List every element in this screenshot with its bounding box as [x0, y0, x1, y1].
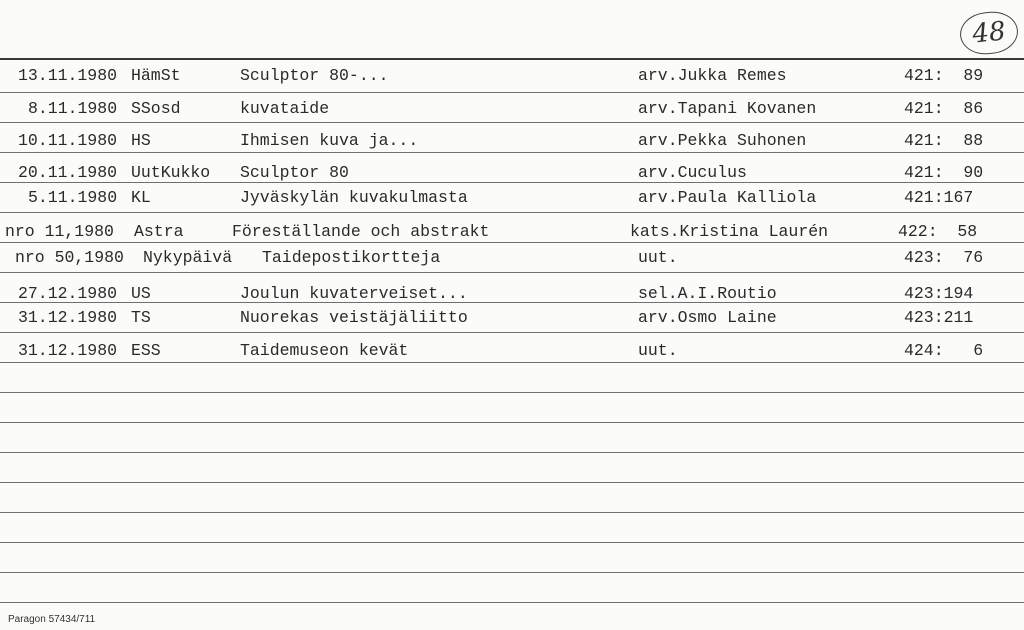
entry-source: US [131, 284, 151, 303]
ruled-line [0, 572, 1024, 573]
entry-date: 31.12.1980 [18, 308, 118, 327]
entry-title: Föreställande och abstrakt [232, 222, 490, 241]
entry-ref: 421: 89 [904, 66, 984, 85]
entry-date: 20.11.1980 [18, 163, 118, 182]
entry-date: 5.11.1980 [28, 188, 118, 207]
entry-title: Nuorekas veistäjäliitto [240, 308, 468, 327]
entry-date: nro 50,1980 [15, 248, 124, 267]
entry-date: nro 11,1980 [5, 222, 114, 241]
entry-author: arv.Jukka Remes [638, 66, 787, 85]
entry-row [0, 186, 1024, 210]
entry-ref: 421: 88 [904, 131, 984, 150]
ruled-line [0, 392, 1024, 393]
ruled-line [0, 482, 1024, 483]
entry-ref: 421: 86 [904, 99, 984, 118]
entry-author: sel.A.I.Routio [638, 284, 777, 303]
entry-ref: 423: 76 [904, 248, 984, 267]
entry-date: 10.11.1980 [18, 131, 118, 150]
entry-title: kuvataide [240, 99, 330, 118]
entry-row [0, 64, 1024, 88]
entry-author: uut. [638, 341, 678, 360]
entry-row [0, 339, 1024, 363]
entry-ref: 423:211 [904, 308, 974, 327]
entry-ref: 422: 58 [898, 222, 978, 241]
entry-row [0, 97, 1024, 121]
entry-author: arv.Pekka Suhonen [638, 131, 807, 150]
entry-title: Taidemuseon kevät [240, 341, 409, 360]
entry-title: Jyväskylän kuvakulmasta [240, 188, 468, 207]
printer-mark: Paragon 57434/711 [8, 614, 96, 625]
entry-ref: 424: 6 [904, 341, 984, 360]
entry-title: Sculptor 80 [240, 163, 349, 182]
entry-author: kats.Kristina Laurén [630, 222, 829, 241]
entry-author: arv.Tapani Kovanen [638, 99, 817, 118]
entry-row [0, 129, 1024, 153]
entry-row [0, 220, 1024, 244]
entry-title: Joulun kuvaterveiset... [240, 284, 468, 303]
entry-row [0, 161, 1024, 185]
entry-ref: 421: 90 [904, 163, 984, 182]
entry-source: TS [131, 308, 151, 327]
entry-date: 8.11.1980 [28, 99, 118, 118]
entry-ref: 423:194 [904, 284, 974, 303]
ruled-line [0, 92, 1024, 93]
entry-row [0, 306, 1024, 330]
ruled-line [0, 212, 1024, 213]
entry-date: 31.12.1980 [18, 341, 118, 360]
ruled-line [0, 542, 1024, 543]
entry-title: Taidepostikortteja [262, 248, 441, 267]
ruled-line [0, 422, 1024, 423]
ruled-line [0, 272, 1024, 273]
entry-title: Ihmisen kuva ja... [240, 131, 419, 150]
header-rule [0, 58, 1024, 60]
page-number: 48 [958, 9, 1020, 57]
entry-author: arv.Cuculus [638, 163, 747, 182]
entry-row [0, 282, 1024, 306]
entry-source: UutKukko [131, 163, 211, 182]
entry-author: arv.Paula Kalliola [638, 188, 817, 207]
ruled-line [0, 512, 1024, 513]
entry-source: Astra [134, 222, 184, 241]
entry-source: KL [131, 188, 151, 207]
entry-source: SSosd [131, 99, 181, 118]
entry-source: HS [131, 131, 151, 150]
entry-author: arv.Osmo Laine [638, 308, 777, 327]
entry-title: Sculptor 80-... [240, 66, 389, 85]
ruled-line [0, 602, 1024, 603]
ruled-line [0, 332, 1024, 333]
entry-row [0, 246, 1024, 270]
entry-source: Nykypäivä [143, 248, 233, 267]
ruled-line [0, 452, 1024, 453]
entry-ref: 421:167 [904, 188, 974, 207]
entry-source: ESS [131, 341, 161, 360]
entry-author: uut. [638, 248, 678, 267]
entry-source: HämSt [131, 66, 181, 85]
ruled-line [0, 122, 1024, 123]
entry-date: 13.11.1980 [18, 66, 118, 85]
entry-date: 27.12.1980 [18, 284, 118, 303]
